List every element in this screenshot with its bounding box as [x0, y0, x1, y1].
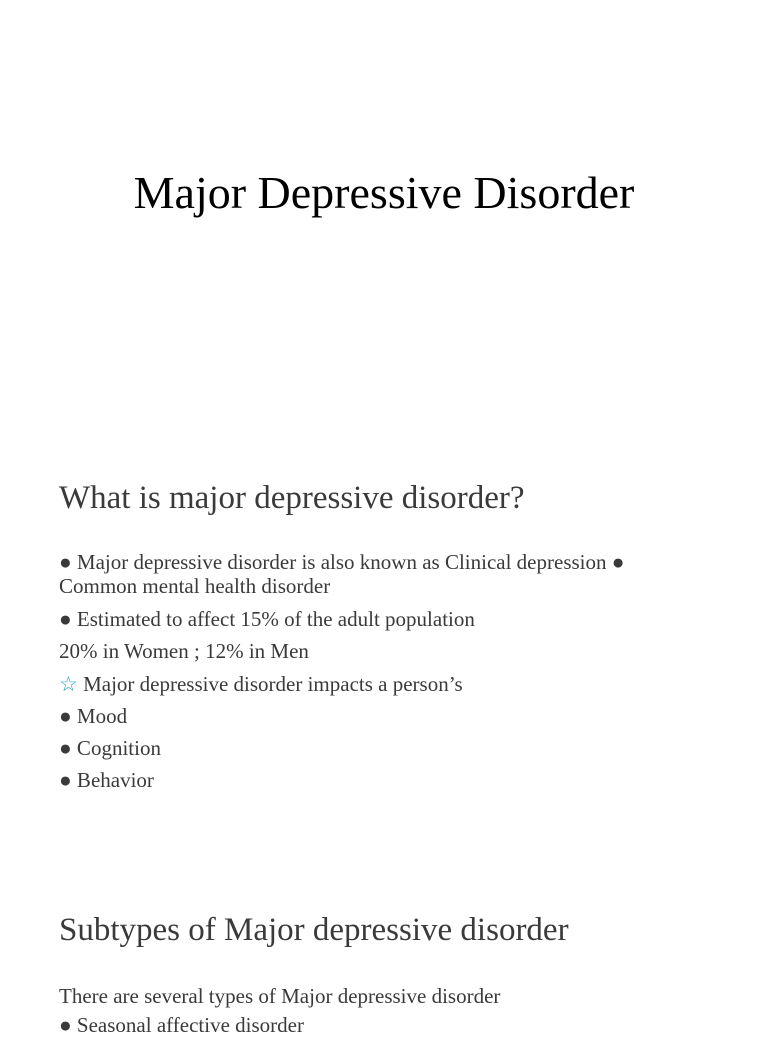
text-line-several-types: There are several types of Major depressive disorder: [59, 984, 501, 1008]
text-line-gender-split: 20% in Women ; 12% in Men: [59, 639, 309, 663]
section-heading-subtypes: Subtypes of Major depressive disorder: [59, 912, 569, 948]
impacts-text: Major depressive disorder impacts a person’s: [83, 672, 463, 696]
section-heading-what-is-mdd: What is major depressive disorder?: [59, 480, 525, 516]
list-item-cognition: ● Cognition: [59, 736, 161, 760]
star-icon: ☆: [59, 672, 78, 696]
text-line-prevalence: ● Estimated to affect 15% of the adult population: [59, 607, 475, 631]
text-line-impacts: [59, 672, 463, 696]
list-item-behavior: ● Behavior: [59, 768, 154, 792]
page-title: Major Depressive Disorder: [133, 167, 635, 218]
list-item-mood: ● Mood: [59, 704, 128, 728]
text-line-common-disorder: Common mental health disorder: [59, 574, 331, 598]
list-item-seasonal-affective: ● Seasonal affective disorder: [59, 1013, 304, 1037]
text-line-clinical-depression: ● Major depressive disorder is also known as Clinical depression ●: [59, 550, 625, 574]
